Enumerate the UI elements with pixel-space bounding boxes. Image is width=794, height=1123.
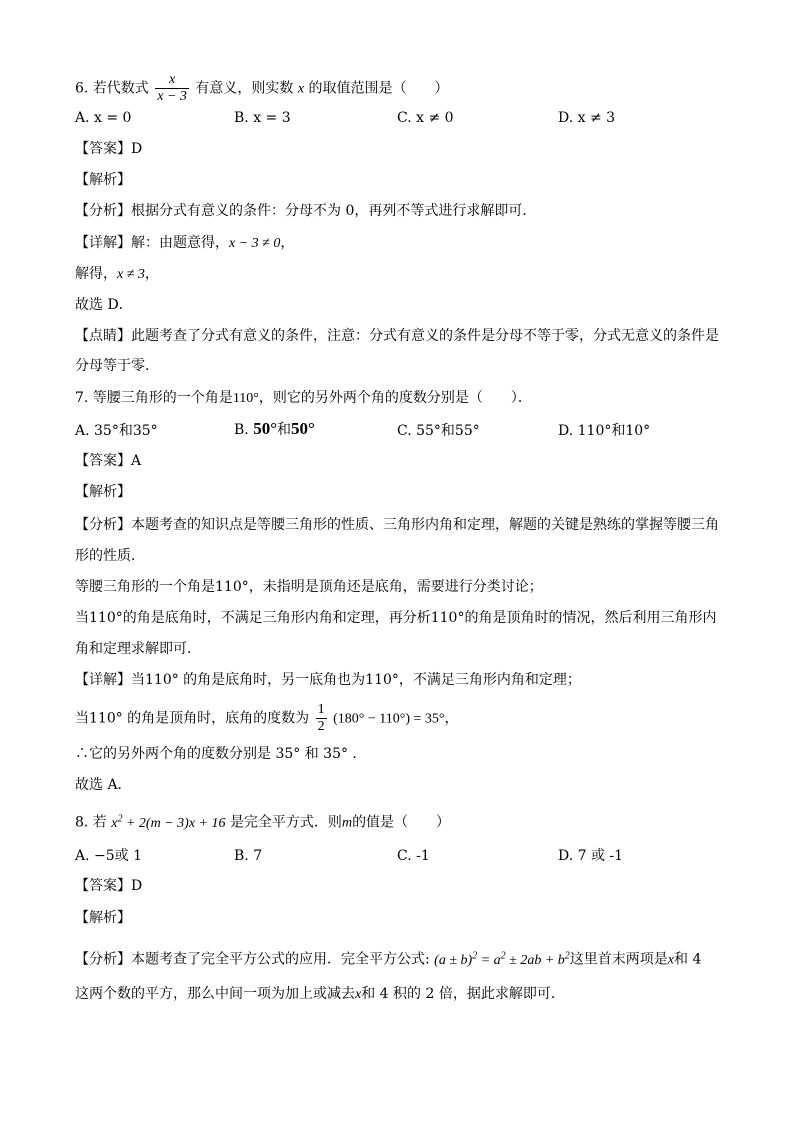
q6-frac-den: x − 3 [157, 89, 187, 104]
q8-var-m: m [341, 815, 353, 831]
q8-expression: $x^2 + 2(m - 3)x + 16$ [111, 813, 226, 831]
q6-dianjing-2: 分母等于零． [75, 358, 159, 374]
q6-stem [75, 72, 449, 105]
q6-dianjing-1: 【点睛】此题考查了分式有意义的条件，注意：分式有意义的条件是分母不等于零，分式无意义的条件是 [75, 328, 719, 344]
q8-option-c: C. -1 [397, 848, 430, 864]
q8-fenxi-2 [75, 984, 565, 1005]
q6-stem-b: 有意义，则实数 [195, 80, 294, 97]
q8-fenxi-a: 【分析】本题考查了完全平方公式的应用．完全平方公式: [75, 951, 430, 968]
q8-option-a: A. −5或 1 [75, 848, 143, 864]
q8-formula: $(a \pm b)^2 = a^2 \pm 2ab + b^2$ [434, 950, 570, 968]
q6-jiede-a: 解得， [75, 266, 117, 282]
q8-fenxi-c: 和 4 [674, 951, 702, 968]
q7-option-b-value-2: 50° [291, 419, 315, 438]
q7-half-fraction [316, 702, 327, 735]
q7-fenxi-1: 【分析】本题考查的知识点是等腰三角形的性质、三角形内角和定理，解题的关键是熟练的掌握等腰三角 [75, 517, 719, 533]
q8-stem [75, 809, 450, 834]
q7-para-7-b: (180° − 110°) = 35°， [333, 711, 459, 727]
q6-frac-num: x [168, 72, 176, 87]
q6-jiede-expr: x ≠ 3 [117, 267, 145, 282]
q8-fenxi2-x: x [355, 987, 362, 1002]
q7-para-7 [75, 702, 458, 735]
q6-fraction [155, 72, 189, 105]
q7-para-5: 角和定理求解即可． [75, 641, 201, 657]
q6-jiede [75, 264, 159, 285]
q8-stem-c: 的值是（ ） [352, 814, 451, 831]
q7-option-b-and: 和 [277, 422, 292, 438]
q8-fenxi-b: 这里首末两项是 [569, 951, 668, 968]
q6-guxuan: 故选 D． [75, 297, 133, 313]
q8-fenxi2-a: 这两个数的平方，那么中间一项为加上或减去 [75, 986, 355, 1002]
q8-stem-a: 8. 若 [75, 814, 107, 831]
q8-option-d: D. 7 或 -1 [558, 848, 624, 864]
q8-stem-b: 是完全平方式．则 [229, 814, 342, 831]
q7-para-6: 【详解】当110° 的角是底角时，另一底角也为110°，不满足三角形内角和定理； [75, 672, 581, 688]
q8-fenxi-x: x [667, 952, 674, 968]
q8-fenxi2-b: 和 4 积的 2 倍，据此求解即可． [361, 986, 565, 1002]
q7-option-c: C. 55°和55° [397, 423, 480, 439]
q6-var: x [297, 81, 305, 97]
q6-xiangjie-c: ， [280, 235, 295, 251]
q7-option-b [234, 419, 315, 440]
q6-fenxi: 【分析】根据分式有意义的条件：分母不为 0，再列不等式进行求解即可． [75, 203, 537, 219]
q7-para-7-a: 当110° 的角是顶角时，底角的度数为 [75, 710, 310, 727]
q7-option-a: A. 35°和35° [75, 423, 158, 439]
q7-para-8: ∴它的另外两个角的度数分别是 35° 和 35° ． [75, 746, 367, 762]
q6-stem-a: 6. 若代数式 [75, 80, 149, 97]
q6-option-b: B. x = 3 [234, 110, 291, 126]
q7-answer: 【答案】A [75, 453, 142, 469]
q8-option-b: B. 7 [234, 848, 263, 864]
q8-jiexi: 【解析】 [75, 910, 131, 926]
q7-angle: 110° [232, 391, 259, 406]
q8-answer: 【答案】D [75, 878, 143, 894]
q6-jiexi: 【解析】 [75, 172, 131, 188]
q7-option-d: D. 110°和10° [558, 423, 651, 439]
q7-para-4: 当110°的角是底角时，不满足三角形内角和定理，再分析110°的角是顶角时的情况，然后利用三角形内 [75, 610, 717, 626]
q6-option-a: A. x = 0 [75, 110, 132, 126]
q7-jiexi: 【解析】 [75, 484, 131, 500]
q6-option-c: C. x ≠ 0 [397, 110, 454, 126]
q7-stem-b: ，则它的另外两个角的度数分别是（ ）． [258, 390, 532, 406]
q7-half-den: 2 [317, 719, 325, 734]
q6-answer: 【答案】D [75, 141, 143, 157]
q7-stem [75, 388, 532, 409]
q7-option-b-value-1: 50° [253, 419, 278, 438]
q6-xiangjie-expr: x − 3 ≠ 0 [229, 236, 281, 251]
q6-jiede-c: ， [144, 266, 159, 282]
q7-stem-a: 7. 等腰三角形的一个角是 [75, 390, 233, 406]
q7-fenxi-2: 形的性质． [75, 548, 145, 564]
q6-xiangjie-a: 【详解】解：由题意得， [75, 235, 229, 251]
q7-half-num: 1 [317, 702, 325, 717]
q7-para-3: 等腰三角形的一个角是110°，未指明是顶角还是底角，需要进行分类讨论； [75, 579, 543, 595]
q7-option-b-prefix: B. [234, 422, 254, 438]
q8-fenxi-1 [75, 946, 701, 971]
q6-xiangjie [75, 233, 294, 254]
q6-stem-c: 的取值范围是（ ） [308, 80, 449, 97]
q7-guxuan: 故选 A． [75, 777, 132, 793]
q6-option-d: D. x ≠ 3 [558, 110, 616, 126]
